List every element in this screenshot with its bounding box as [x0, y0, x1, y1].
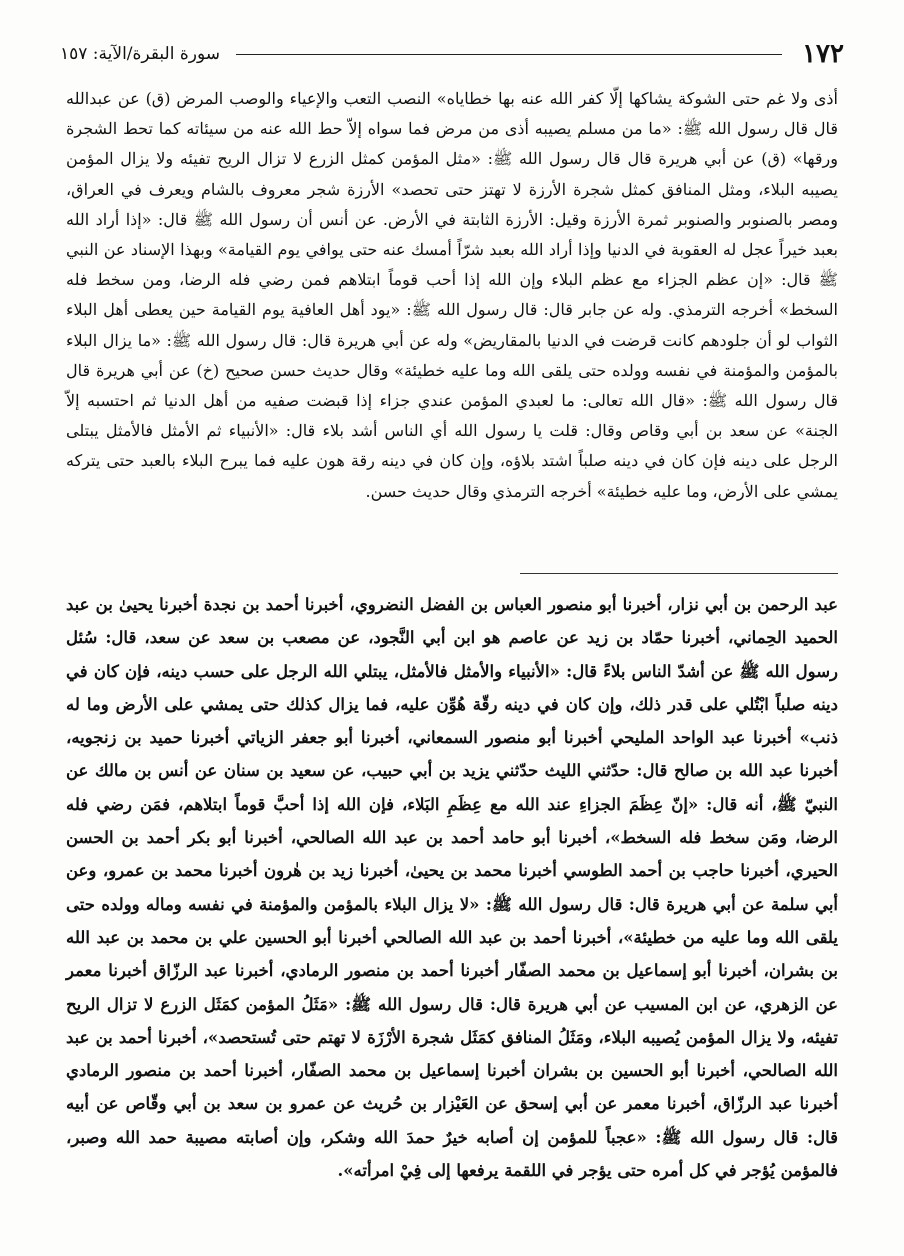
- page-header: [60, 36, 844, 72]
- page-number: ١٧٢: [802, 39, 844, 69]
- header-rule: [236, 54, 782, 55]
- main-paragraph: أذى ولا غم حتى الشوكة يشاكها إلّا كفر الله عنه بها خطاياه» النصب التعب والإعياء والوصب المرض (ق) عن عبدالله قال قال رسول الله ﷺ: «ما من مسلم يصيبه أذى من مرض فما سواه إلاّ حط الله عنه من سيئاته كما تحط الشجرة ورقها» (ق) عن أبي هريرة قال قال رسول الله ﷺ: «مثل المؤمن كمثل الزرع لا تزال الريح تفيئه ولا يزال المؤمن يصيبه البلاء، ومثل المنافق كمثل شجرة الأرزة لا تهتز حتى تحصد» الأرزة شجر معروف بالشام ويعرف في العراق، ومصر بالصنوبر والصنوبر ثمرة الأرزة وقيل: الأرزة الثابتة في الأرض. عن أنس أن رسول الله ﷺ قال: «إذا أراد الله بعبد خيراً عجل له العقوبة في الدنيا وإذا أراد الله بعبد شرّاً أمسك عنه حتى يوافي يوم القيامة» وبهذا الإسناد عن النبي ﷺ قال: «إن عظم الجزاء مع عظم البلاء وإن الله إذا أحب قوماً ابتلاهم فمن رضي فله الرضا، ومن سخط فله السخط» أخرجه الترمذي. وله عن جابر قال: قال رسول الله ﷺ: «يود أهل العافية يوم القيامة حين يعطى أهل البلاء الثواب لو أن جلودهم كانت قرضت في الدنيا بالمقاريض» وله عن أبي هريرة قال: قال رسول الله ﷺ: «ما يزال البلاء بالمؤمن والمؤمنة في نفسه وولده حتى يلقى الله وما عليه خطيئة» وقال حديث حسن صحيح (خ) عن أبي هريرة قال قال رسول الله ﷺ: «قال الله تعالى: ما لعبدي المؤمن عندي جزاء إذا قبضت صفيه من أهل الدنيا ثم احتسبه إلاّ الجنة» عن سعد بن أبي وقاص وقال: قلت يا رسول الله أي الناس أشد بلاء قال: «الأنبياء ثم الأمثل فالأمثل يبتلى الرجل على دينه فإن كان في دينه صلباً اشتد بلاؤه، وإن كان في دينه رقة هون عليه فما يبرح البلاء بالعبد حتى يتركه يمشي على الأرض، وما عليه خطيئة» أخرجه الترمذي وقال حديث حسن.: [66, 89, 839, 501]
- footnote-divider: [520, 573, 838, 574]
- footnote-paragraph: عبد الرحمن بن أبي نزار، أخبرنا أبو منصور العباس بن الفضل النضروي، أخبرنا أحمد بن نجدة أخبرنا يحيىٰ بن عبد الحميد الحِماني، أخبرنا حمّاد بن زيد عن عاصم هو ابن أبي النَّجود، عن مصعب بن سعد عن سعد، قال: سُئل رسول الله ﷺ عن أشدّ الناس بلاءً قال: «الأنبياء والأمثل فالأمثل، يبتلي الله الرجل على حسب دينه، فإن كان في دينه صلباً ابْتُلي على قدر ذلك، وإن كان في دينه رقّة هُوِّن عليه، فما يزال كذلك حتى يمشي على الأرض وما له ذنب» أخبرنا عبد الواحد المليحي أخبرنا أبو منصور السمعاني، أخبرنا أبو جعفر الزياتي أخبرنا حميد بن زنجويه، أخبرنا عبد الله بن صالح قال: حدّثني الليث حدّثني يزيد بن أبي حبيب، عن سعيد بن سنان عن أنس بن مالك عن النبيّ ﷺ، أنه قال: «إنّ عِظَمَ الجزاءِ عند الله مع عِظَمِ البَلاء، فإن الله إذا أحبَّ قوماً ابتلاهم، فمَن رضي فله الرضا، ومَن سخط فله السخط»، أخبرنا أبو حامد أحمد بن عبد الله الصالحي، أخبرنا أبو بكر أحمد بن الحسن الحيري، أخبرنا حاجب بن أحمد الطوسي أخبرنا محمد بن يحيىٰ، أخبرنا زيد بن هٰرون أخبرنا محمد بن عمرو، وعن أبي سلمة عن أبي هريرة قال: قال رسول الله ﷺ: «لا يزال البلاء بالمؤمن والمؤمنة في نفسه وماله وولده حتى يلقى الله وما عليه من خطيئة»، أخبرنا أحمد بن عبد الله الصالحي أخبرنا أبو الحسين علي بن محمد بن عبد الله بن بشران، أخبرنا أبو إسماعيل بن محمد الصفّار أخبرنا أحمد بن منصور الرمادي، أخبرنا عبد الرزّاق أخبرنا معمر عن الزهري، عن ابن المسيب عن أبي هريرة قال: قال رسول الله ﷺ: «مَثَلُ المؤمن كمَثَل الزرع لا تزال الريح تفيئه، ولا يزال المؤمن يُصيبه البلاء، ومَثَلُ المنافق كمَثَل شجرة الأرْزَة لا تهتم حتى تُستحصد»، أخبرنا أحمد بن عبد الله الصالحي، أخبرنا أبو الحسين بن بشران أخبرنا إسماعيل بن محمد الصفّار، أخبرنا أحمد بن منصور الرمادي أخبرنا عبد الرزّاق، أخبرنا معمر عن أبي إسحق عن العَيْزار بن حُريث عن عمرو بن سعد بن أبي وقّاص عن أبيه قال: قال رسول الله ﷺ: «عجباً للمؤمن إن أصابه خيرٌ حمدَ الله وشكر، وإن أصابته مصيبة حمد الله وصبر، فالمؤمن يُؤجر في كل أمره حتى يؤجر في اللقمة يرفعها إلى فِيْ امرأته».: [66, 595, 838, 1181]
- main-text: [66, 84, 838, 507]
- footnotes-text: [66, 588, 838, 1187]
- sura-reference: سورة البقرة/الآية: ١٥٧: [60, 44, 220, 64]
